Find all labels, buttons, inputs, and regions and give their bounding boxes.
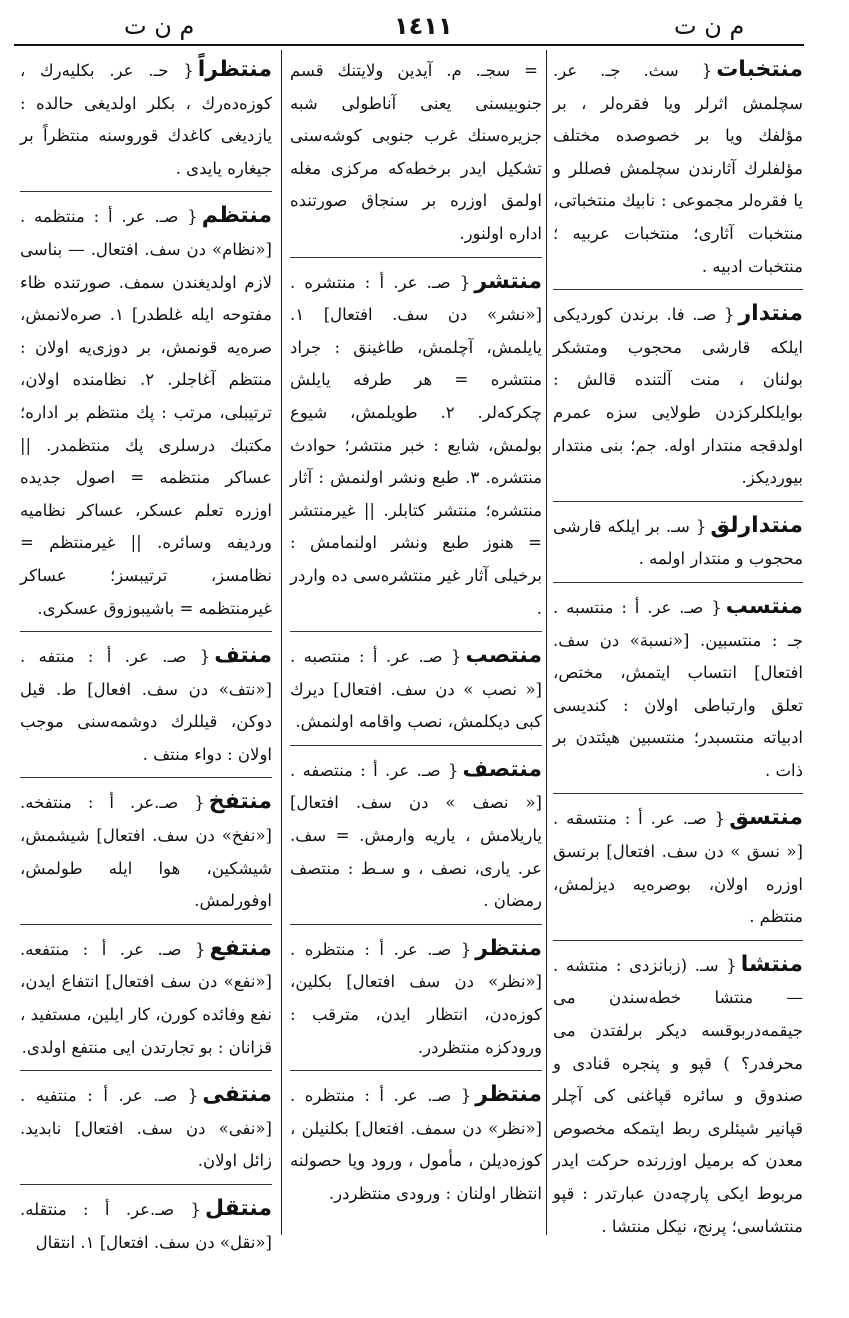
header-letters-left: م ن ت bbox=[124, 12, 195, 40]
dictionary-entry bbox=[20, 1193, 272, 1259]
entry-definition: { صـ. فا. برندن كورديكى ايلكه قارشى محجوب ومتشكر بولنان ، منت آلتنده قالش : بوايلكلركزدن طولايى سزه عمرم اولدقجه منتدار اوله. جم؛ بنى منتدار بيورديكز. bbox=[553, 305, 803, 488]
entry-definition: { سـ. (زبانزدى : منتشه . — منتشا خطه‌سندن مى جيقمه‌دربوقسه ديكر برلفتدن مى محرفدر؟ ) قپو و پنجره قنادى و صندوق و سائره قپاغنى كى آچلر قپانير شيئلرى ربط ايتمكه مخصوص معدن كه برميل اوزرنده حركت ايدر مربوط ايكى پارچه‌دن عبارتدر : قپو منتشاسى؛ پرنج، نيكل منتشا . bbox=[553, 955, 803, 1236]
entry-definition: = سجـ. م. آيدين ولايتنك قسم جنوبيسنى يعنى آناطولى شبه جزيره‌سنك غرب جنوبى كوشه‌سنى تشكيل ايدر برخطه‌كه مركزى مغله اولمق اوزره بر سنجاق صورتنده اداره اولنور. bbox=[290, 61, 542, 243]
entry-separator bbox=[553, 582, 803, 583]
entry-definition: { حـ. عر. بكليه‌رك ، كوزه‌ده‌رك ، بكلر اولديغى حالده : يازديغى كاغدك قوروسنه منتظراً بر جيغاره يايدى . bbox=[20, 61, 272, 178]
entry-headword: منتشر bbox=[474, 268, 542, 294]
dictionary-entry bbox=[290, 266, 542, 626]
column-divider bbox=[546, 50, 547, 1235]
entry-definition: { صـ. عر. أ : منتصبه . [« نصب » دن سف. افتعال] ديرك كبى ديكلمش، نصب واقامه اولنمش. bbox=[290, 647, 542, 732]
dictionary-entry bbox=[20, 933, 272, 1064]
entry-headword: منتسق bbox=[729, 805, 803, 831]
entry-definition: { صـ.عر. أ : منتقله. [«نقل» دن سف. افتعال] ١. انتقال bbox=[20, 1200, 272, 1252]
entry-headword: منتصف bbox=[462, 756, 542, 782]
entry-headword: منتدارلق bbox=[710, 512, 803, 538]
dictionary-entry bbox=[290, 1079, 542, 1210]
entry-headword: منتقل bbox=[204, 1196, 272, 1221]
entry-definition: { صـ. عر. أ : منتفعه. [«نفع» دن سف افتعال] انتفاع ايدن، نفع وفائده كورن، كار ايلين، مستفيد ، قزانان : بو تجارتدن ايى منتفع اولدى. bbox=[20, 939, 272, 1057]
dictionary-entry bbox=[553, 802, 803, 933]
entry-definition: { صـ. عر. أ : منتسقه . [« نسق » دن سف. افتعال] برنسق اوزره اولان، بوصره‌يه ديزلمش، منتظم . bbox=[553, 809, 803, 927]
dictionary-entry bbox=[290, 54, 542, 251]
header-letters-right: م ن ت bbox=[674, 12, 745, 40]
entry-headword: منتظر bbox=[475, 935, 542, 961]
entry-headword: منتظراً bbox=[197, 57, 272, 82]
entry-separator bbox=[290, 631, 542, 632]
dictionary-entry bbox=[553, 298, 803, 495]
entry-separator bbox=[20, 191, 272, 192]
dictionary-entry bbox=[553, 591, 803, 788]
entry-headword: منتظر bbox=[475, 1082, 542, 1108]
entry-headword: منتسب bbox=[725, 593, 803, 619]
entry-definition: { صـ. عر. أ : منتسبه . جـ : منتسبين. [«نسبة» دن سف. افتعال] انتساب ايتمش، مختص، تعلق وارتباطى اولان : كنديسى ادبياته منتسبدر؛ منتسبين هيئتدن بر ذات . bbox=[553, 597, 803, 780]
dictionary-entry bbox=[290, 754, 542, 918]
page-number: ١٤١١ bbox=[394, 12, 453, 40]
entry-headword: منتفخ bbox=[208, 789, 272, 815]
entry-separator bbox=[553, 793, 803, 794]
entry-separator bbox=[20, 924, 272, 925]
dictionary-entry bbox=[20, 1079, 272, 1178]
entry-headword: منتفى bbox=[202, 1082, 272, 1108]
dictionary-entry bbox=[553, 949, 803, 1243]
entry-separator bbox=[290, 745, 542, 746]
dictionary-entry bbox=[553, 54, 803, 283]
entry-definition: { صـ. عر. أ : منتفيه . [«نفى» دن سف. افتعال] نابديد. زائل اولان. bbox=[20, 1086, 272, 1171]
entry-definition: { صـ. عر. أ : منتشره . [«نشر» دن سف. افتعال] ١. يايلمش، آچلمش، طاغينق : جراد منتشره = هر طرفه يايلش چكركه‌لر. ٢. طويلمش، شيوع بولمش، شايع : خبر منتشر؛ حوادث منتشره. ٣. طبع ونشر اولنمش : آثار منتشره؛ منتشر كتابلر. || غيرمنتشر = هنوز طبع ونشر اولنمامش : برخيلى آثار غير منتشره‌سى ده واردر . bbox=[290, 272, 542, 618]
dictionary-entry bbox=[20, 640, 272, 771]
entry-separator bbox=[20, 777, 272, 778]
entry-definition: { صـ.عر. أ : منتفخه. [«نفخ» دن سف. افتعال] شيشمش، شيشكين، هوا ايله طولمش، اوفورلمش. bbox=[20, 793, 272, 911]
dictionary-entry bbox=[553, 510, 803, 576]
entry-separator bbox=[553, 289, 803, 290]
entry-definition: { صـ. عر. أ : منتظره . [«نظر» دن سف افتعال] بكلين، كوزه‌دن، انتظار ايدن، مترقب : ورودكزه منتظردر. bbox=[290, 939, 542, 1057]
entry-definition: { سث. جـ. عر. سچلمش اثرلر ويا فقره‌لر ، بر مؤلفك ويا بر خصوصده مختلف مؤلفلرك آثارندن سچلمش فصللر و يا فقره‌لر مجموعى : نابيك منتخباتى، منتخبات آثارى؛ منتخبات عربيه ؛ منتخبات ادبيه . bbox=[553, 61, 803, 276]
entry-separator bbox=[20, 1184, 272, 1185]
dictionary-entry bbox=[290, 640, 542, 739]
entry-separator bbox=[20, 1070, 272, 1071]
dictionary-entry bbox=[20, 54, 272, 185]
page-header bbox=[14, 4, 804, 46]
entry-separator bbox=[290, 1070, 542, 1071]
entry-separator bbox=[290, 924, 542, 925]
entry-headword: منتدار bbox=[738, 301, 803, 327]
dictionary-entry bbox=[20, 200, 272, 625]
entry-separator bbox=[20, 631, 272, 632]
entry-separator bbox=[553, 940, 803, 941]
column-left bbox=[20, 54, 272, 1252]
entry-definition: { صـ. عر. أ : منتصفه . [« نصف » دن سف. افتعال] ياريلامش ، ياريه وارمش. = سف. عر. يارى، نصف ، و سـط : منتصف رمضان . bbox=[290, 760, 542, 911]
entry-separator bbox=[290, 257, 542, 258]
entry-definition: { صـ. عر. أ : منتفه . [«نتف» دن سف. افعال] ط. قيل دوكن، قيللرك دوشمه‌سنى موجب اولان : دواء منتف . bbox=[20, 647, 272, 764]
column-middle bbox=[290, 54, 542, 1234]
entry-definition: { صـ. عر. أ : منتظره . [«نظر» دن سمف. افتعال] بكلنيلن ، كوزه‌ديلن ، مأمول ، ورود ويا حصولنه انتظار اولنان : ورودى منتظردر. bbox=[290, 1086, 542, 1203]
entry-headword: منتظم bbox=[201, 203, 272, 229]
entry-headword: منتف bbox=[214, 643, 272, 669]
entry-headword: منتصب bbox=[465, 643, 542, 669]
entry-definition: { سـ. بر ايلكه قارشى محجوب و منتدار اولمه . bbox=[553, 516, 803, 569]
entry-definition: { صـ. عر. أ : منتظمه . [«نظام» دن سف. افتعال. — بناسى لازم اولديغندن سمف. صورتنده ظاء مفتوحه ايله غلطدر] ١. صره‌لانمش، صره‌يه قونمش، بر دوزى‌يه اولان : منتظم آغاجلر. ٢. نظامنده اولان، ترتيبلى، مرتب : پك منتظم بر اداره؛ مكتبك درسلرى پك منتظمدر. || عساكر منتظمه = اصول جديده اوزره تعلم عسكر، عساكر نظاميه ورديفه وسائره. || غيرمنتظم = نظامسز، ترتيبسز؛ عساكر غيرمنتظمه = باشيبوزوق عسكرى. bbox=[20, 207, 272, 618]
column-right bbox=[553, 54, 803, 1234]
entry-headword: منتشا bbox=[740, 951, 803, 977]
column-divider bbox=[281, 50, 282, 1235]
dictionary-entry bbox=[20, 786, 272, 917]
dictionary-entry bbox=[290, 933, 542, 1064]
entry-headword: منتفع bbox=[209, 935, 272, 961]
entry-separator bbox=[553, 501, 803, 502]
entry-headword: منتخبات bbox=[716, 57, 803, 82]
